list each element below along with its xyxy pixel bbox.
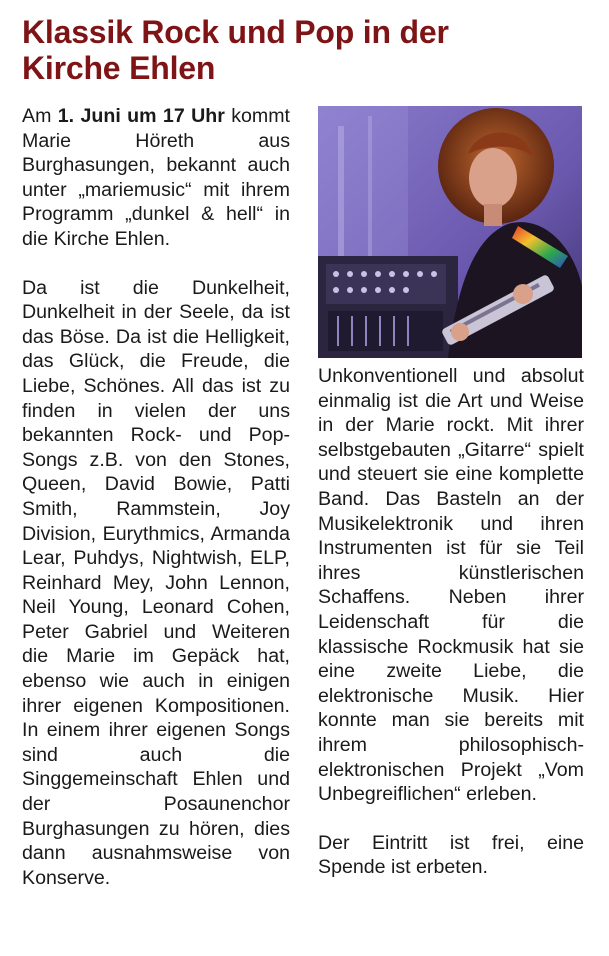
left-column <box>22 104 290 890</box>
performance-paragraph: Unkonventionell und absolut einmalig ist die Art und Weise in der Marie rockt. Mit ihrer selbstgebauten „Gitarre“ spielt und steuert sie eine komplette Band. Das Basteln an der Musikelektronik und ihren Instrumenten ist für sie Teil ihres künstlerischen Schaffens. Neben ihrer Leidenschaft für die klassische Rockmusik hat sie eine zweite Liebe, die elektronische Musik. Hier konnte man sie bereits mit ihrem philosophisch-elektronischen Projekt „Vom Unbegreiflichen“ erleben. <box>318 365 584 806</box>
mixer-equipment <box>318 256 458 358</box>
event-date-time: 1. Juni um 17 Uhr <box>57 105 225 127</box>
program-paragraph: Da ist die Dunkelheit, Dunkelheit in der Seele, da ist das Böse. Da ist die Helligkeit, das Glück, die Freude, die Liebe, Schönes. All das ist zu finden in vielen der uns bekannten Rock- und Pop-Songs z.B. von den Stones, Queen, David Bowie, Patti Smith, Rammstein, Joy Division, Eurythmics, Armanda Lear, Puhdys, Nightwish, ELP, Reinhard Mey, John Lennon, Neil Young, Leonard Cohen, Peter Gabriel und Weiteren die Marie im Gepäck hat, ebenso wie auch in einigen ihrer eigenen Kompositionen. In einem ihrer eigenen Songs sind auch die Singgemeinschaft Ehlen und der Posaunenchor Burghasungen zu hören, dies dann ausnahmsweise von Konserve. <box>22 276 290 889</box>
intro-text-rest: kommt Marie Höreth aus Burghasungen, bekannt auch unter „mariemusic“ mit ihrem Programm „dunkel & hell“ in die Kirche Ehlen. <box>22 105 291 250</box>
intro-text-start: Am <box>22 105 58 127</box>
right-column <box>318 364 584 880</box>
article-title-line-1: Klassik Rock und Pop in der <box>22 14 449 50</box>
admission-paragraph: Der Eintritt ist frei, eine Spende ist erbeten. <box>318 831 584 879</box>
article-title-line-2: Kirche Ehlen <box>22 50 216 86</box>
intro-paragraph <box>22 104 290 252</box>
musician-photo <box>318 106 582 358</box>
musician-with-guitar-illustration <box>318 106 582 358</box>
article-title <box>22 14 449 86</box>
